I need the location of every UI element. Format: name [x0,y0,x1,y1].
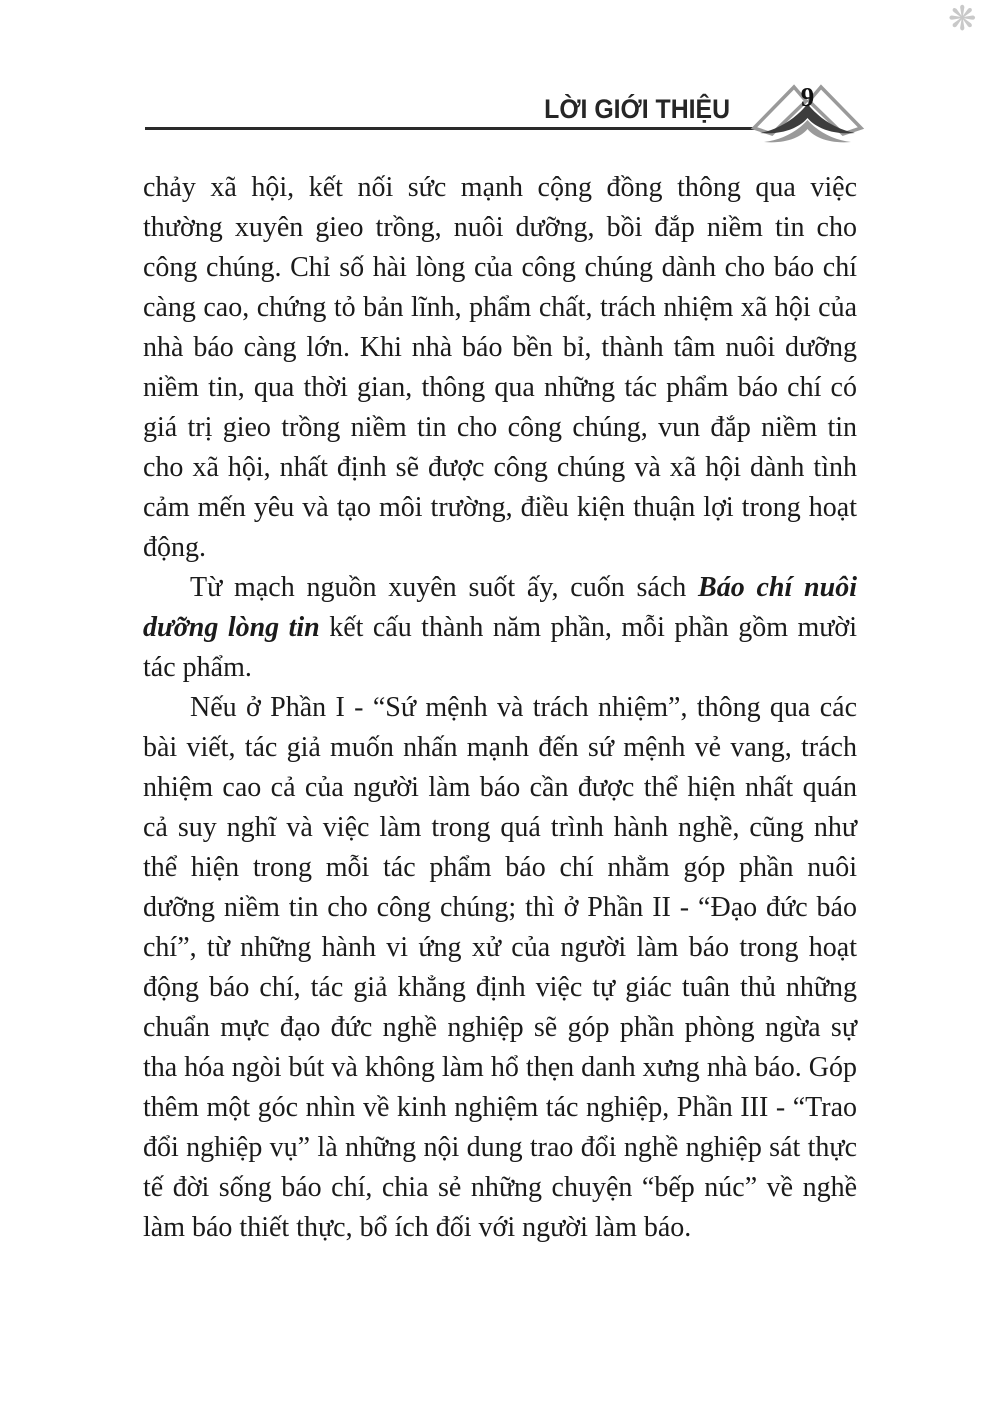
text-segment: chảy xã hội, kết nối sức mạnh cộng đồng thông qua việc thường xuyên gieo trồng, nuôi dưỡng, bồi đắp niềm tin cho công chúng. Chỉ số hài lòng của công chúng dành cho báo chí càng cao, chứng tỏ bản lĩnh, phẩm chất, trách nhiệm xã hội của nhà báo càng lớn. Khi nhà báo bền bỉ, thành tâm nuôi dưỡng niềm tin, qua thời gian, thông qua những tác phẩm báo chí có giá trị gieo trồng niềm tin cho công chúng, vun đắp niềm tin cho xã hội, nhất định sẽ được công chúng và xã hội dành tình cảm mến yêu và tạo môi trường, điều kiện thuận lợi trong hoạt động. [143,172,857,563]
flower-ornament-icon: ❋ [948,0,977,39]
body-text [143,168,857,1248]
text-segment: Từ mạch nguồn xuyên suốt ấy, cuốn sách [190,572,699,603]
open-book-icon [750,76,865,156]
paragraph [143,688,857,1248]
running-head-title: LỜI GIỚI THIỆU [544,94,730,124]
book-title-emphasis: Báo chí nuôi dưỡng lòng tin [143,572,857,643]
paragraph [143,168,857,568]
header-rule [145,127,757,130]
text-segment: Nếu ở Phần I - “Sứ mệnh và trách nhiệm”, thông qua các bài viết, tác giả muốn nhấn mạnh đến sứ mệnh vẻ vang, trách nhiệm cao cả của người làm báo cần được thể hiện nhất quán cả suy nghĩ và việc làm trong quá trình hành nghề, cũng như thể hiện trong mỗi tác phẩm báo chí nhằm góp phần nuôi dưỡng niềm tin cho công chúng; thì ở Phần II - “Đạo đức báo chí”, từ những hành vi ứng xử của người làm báo trong hoạt động báo chí, tác giả khẳng định việc tự giác tuân thủ những chuẩn mực đạo đức nghề nghiệp sẽ góp phần phòng ngừa sự tha hóa ngòi bút và không làm hổ thẹn danh xưng nhà báo. Góp thêm một góc nhìn về kinh nghiệm tác nghiệp, Phần III - “Trao đổi nghiệp vụ” là những nội dung trao đổi nghề nghiệp sát thực tế đời sống báo chí, chia sẻ những chuyện “bếp núc” về nghề làm báo thiết thực, bổ ích đối với người làm báo. [143,692,857,1243]
page-number: 9 [800,82,815,112]
text-segment: kết cấu thành năm phần, mỗi phần gồm mười tác phẩm. [143,612,858,683]
paragraph [143,568,857,688]
page-header [0,0,1000,160]
